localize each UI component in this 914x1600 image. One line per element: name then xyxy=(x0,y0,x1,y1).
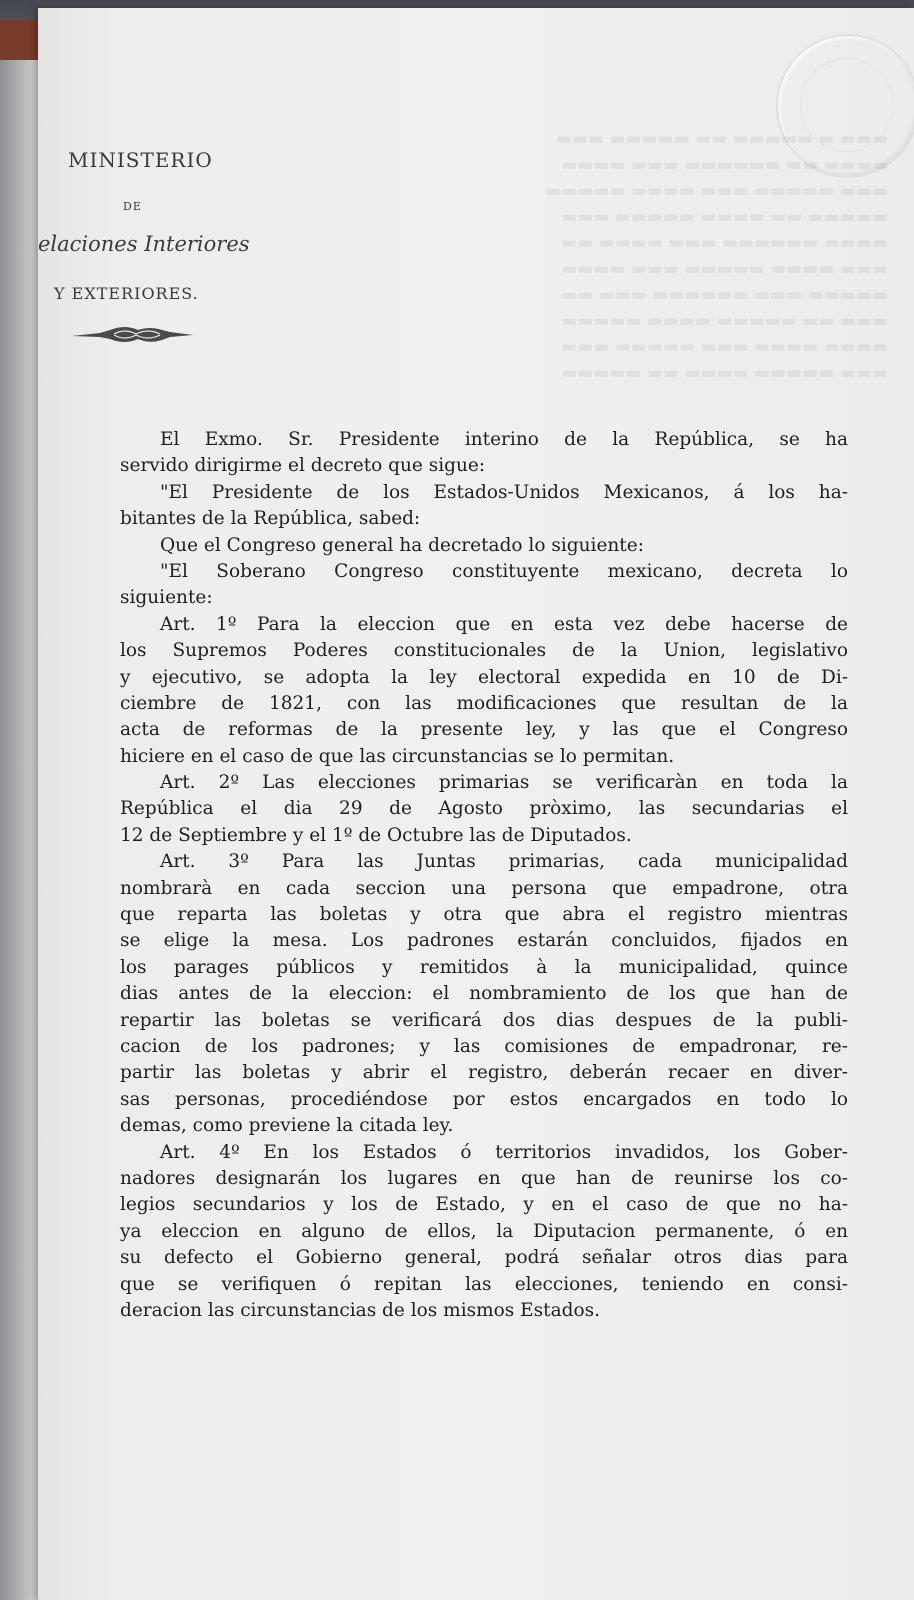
text-line: repartir las boletas se verificará dos dias despues de la publi- xyxy=(120,1009,848,1031)
text-line: los parages públicos y remitidos à la municipalidad, quince xyxy=(120,956,848,978)
header-de: DE xyxy=(123,200,142,213)
text-line: servido dirigirme el decreto que sigue: xyxy=(120,455,486,477)
text-line: Art. 2º Las elecciones primarias se verificaràn en toda la xyxy=(160,772,848,794)
text-line: deracion las circunstancias de los mismos Estados. xyxy=(120,1299,600,1321)
header-y-exteriores: Y EXTERIORES. xyxy=(54,284,199,303)
text-line: Art. 3º Para las Juntas primarias, cada municipalidad xyxy=(160,851,848,873)
text-line: República el dia 29 de Agosto pròximo, las secundarias el xyxy=(120,798,848,820)
text-line: y ejecutivo, se adopta la ley electoral expedida en 10 de Di- xyxy=(120,666,848,688)
text-line: El Exmo. Sr. Presidente interino de la República, se ha xyxy=(160,429,848,450)
text-line: ciembre de 1821, con las modificaciones que resultan de la xyxy=(120,692,848,714)
text-line: "El Presidente de los Estados-Unidos Mexicanos, á los ha- xyxy=(160,481,848,503)
text-line: acta de reformas de la presente ley, y las que el Congreso xyxy=(120,719,848,741)
text-line: sas personas, procediéndose por estos encargados en todo lo xyxy=(120,1088,848,1110)
bleed-through-text: ▬▬▬ ▬ ▬▬▬▬▬ ▬▬ ▬▬▬▬▬ ▬▬▬ ▬▬▬▬ ▬▬ ▬▬▬▬▬▬ ▬▬▬ ▬▬▬▬ ▬▬▬ ▬▬▬▬▬ ▬▬▬ ▬▬▬▬ ▬▬▬▬▬ ▬▬▬▬▬ ▬▬ ▬▬▬▬ ▬▬▬▬▬ ▬▬▬ ▬▬▬▬ ▬▬▬▬▬▬ ▬▬▬ ▬▬▬▬ ▬▬ ▬▬▬ ▬▬▬▬ ▬▬▬▬▬ ▬▬▬ ▬▬▬▬ ▬▬▬▬▬ ▬▬▬ ▬▬▬▬▬▬ ▬▬▬ ▬▬ ▬▬▬ ▬▬ ▬▬▬▬▬ ▬▬▬▬ ▬▬▬▬▬ ▬▬▬▬ ▬▬▬▬ ▬▬▬ ▬▬▬▬▬ ▬▬▬ ▬▬▬ ▬▬▬▬▬ ▬▬▬▬ ▬▬ ▬▬▬▬▬ xyxy=(545,129,888,383)
text-line: que se verifiquen ó repitan las elecciones, teniendo en consi- xyxy=(120,1273,848,1295)
text-line: nombrarà en cada seccion una persona que empadrone, otra xyxy=(120,877,848,899)
text-line: siguiente: xyxy=(120,587,213,609)
text-line: Art. 4º En los Estados ó territorios invadidos, los Gober- xyxy=(160,1141,848,1163)
text-line: Que el Congreso general ha decretado lo siguiente: xyxy=(160,534,644,556)
header-relaciones-interiores: elaciones Interiores xyxy=(38,232,250,256)
text-line: partir las boletas y abrir el registro, deberán recaer en diver- xyxy=(120,1062,848,1084)
text-line: se elige la mesa. Los padrones estarán concluidos, fijados en xyxy=(120,930,848,952)
text-line: hiciere en el caso de que las circunstancias se lo permitan. xyxy=(120,745,675,767)
text-line: cacion de los padrones; y las comisiones de empadronar, re- xyxy=(120,1035,848,1057)
header-ministerio: MINISTERIO xyxy=(68,148,213,172)
text-line: "El Soberano Congreso constituyente mexicano, decreta lo xyxy=(160,560,848,582)
text-line: que reparta las boletas y otra que abra el registro mientras xyxy=(120,904,848,926)
text-line: ya eleccion en alguno de ellos, la Diputacion permanente, ó en xyxy=(120,1220,848,1242)
text-line: legios secundarios y los de Estado, y en el caso de que no ha- xyxy=(120,1194,848,1216)
text-line: 12 de Septiembre y el 1º de Octubre las de Diputados. xyxy=(120,824,632,846)
text-line: los Supremos Poderes constitucionales de la Union, legislativo xyxy=(120,640,848,662)
decree-text xyxy=(120,427,848,1324)
ornament-rule-icon xyxy=(70,322,195,346)
text-line: nadores designarán los lugares en que han de reunirse los co- xyxy=(120,1167,848,1189)
text-line: dias antes de la eleccion: el nombramiento de los que han de xyxy=(120,983,848,1005)
text-line: demas, como previene la citada ley. xyxy=(120,1115,454,1137)
text-line: bitantes de la República, sabed: xyxy=(120,508,421,530)
document-page xyxy=(38,8,914,1600)
text-line: su defecto el Gobierno general, podrá señalar otros dias para xyxy=(120,1247,848,1269)
underlying-sheet-corner xyxy=(0,20,40,60)
text-line: Art. 1º Para la eleccion que en esta vez debe hacerse de xyxy=(160,613,848,635)
